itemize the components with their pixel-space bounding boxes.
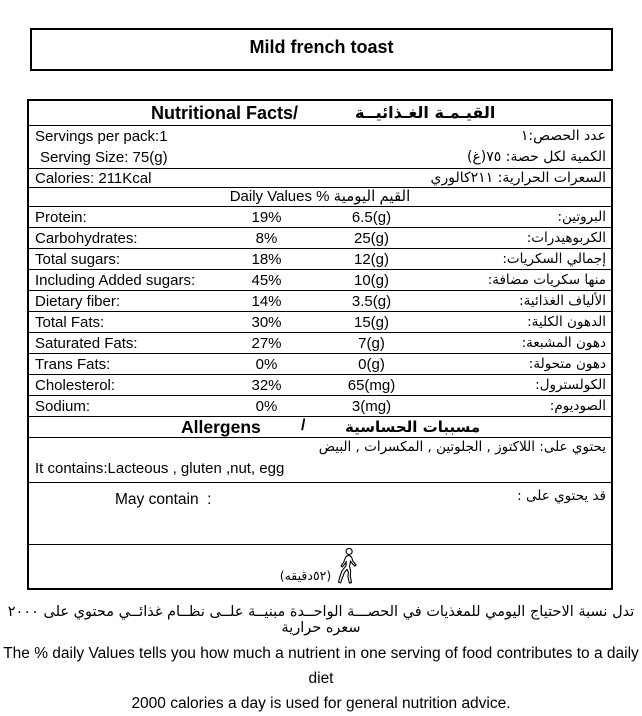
table-row-protein bbox=[29, 207, 611, 228]
nutrient-daily-value: 27% bbox=[251, 334, 282, 352]
calories-ar: السعرات الحرارية: ٢١١كالوري bbox=[430, 170, 606, 186]
walking-person-icon bbox=[336, 547, 360, 586]
nutrient-label-ar: دهون المشبعة: bbox=[521, 335, 606, 351]
nutrient-label-ar: منها سكريات مضافة: bbox=[487, 272, 606, 288]
serving-info-row bbox=[29, 126, 611, 169]
nutrient-label-ar: الكولسترول: bbox=[535, 377, 606, 393]
table-row-saturated-fats bbox=[29, 333, 611, 354]
may-contain-text-en: May contain : bbox=[115, 491, 212, 508]
nutrient-daily-value: 18% bbox=[251, 250, 282, 268]
nutrient-label-ar: الألياف الغذائية: bbox=[519, 293, 606, 309]
nutrient-amount: 25(g) bbox=[353, 229, 390, 247]
product-title: Mild french toast bbox=[249, 37, 394, 57]
nutrient-amount: 65(mg) bbox=[347, 376, 396, 394]
serving-size-en: Serving Size: 75(g) bbox=[40, 149, 168, 166]
serving-size-ar: الكمية لكل حصة: ٧٥(غ) bbox=[466, 149, 606, 165]
nutrient-label-en: Saturated Fats: bbox=[35, 334, 138, 352]
servings-per-pack-en: Servings per pack:1 bbox=[35, 128, 168, 145]
allergens-title-en: Allergens bbox=[181, 417, 261, 437]
nutrient-amount: 6.5(g) bbox=[351, 208, 392, 226]
table-row-trans-fats bbox=[29, 354, 611, 375]
daily-values-header-row bbox=[29, 188, 611, 207]
walking-duration-text: (٥٢دقيقه) bbox=[279, 568, 332, 583]
nutrient-label-ar: الصوديوم: bbox=[549, 398, 606, 414]
nutrient-amount: 15(g) bbox=[353, 313, 390, 331]
contains-text-en: It contains:Lacteous , gluten ,nut, egg bbox=[35, 460, 285, 477]
nutrient-daily-value: 14% bbox=[251, 292, 282, 310]
nutrient-label-en: Carbohydrates: bbox=[35, 229, 138, 247]
table-row-dietary-fiber bbox=[29, 291, 611, 312]
nutrient-label-en: Trans Fats: bbox=[35, 355, 111, 373]
nutrition-facts-table bbox=[27, 99, 613, 590]
footer-notes bbox=[0, 604, 642, 716]
table-row-sodium bbox=[29, 396, 611, 417]
nutrient-daily-value: 30% bbox=[251, 313, 282, 331]
nutrient-label-ar: البروتين: bbox=[557, 209, 606, 225]
table-row-carbohydrates bbox=[29, 228, 611, 249]
nutritional-facts-title-ar: القيـمـة الغـذائيــة bbox=[355, 103, 496, 122]
table-row-total-fats bbox=[29, 312, 611, 333]
nutrient-label-ar: إجمالي السكريات: bbox=[502, 251, 606, 267]
activity-equivalence-row bbox=[29, 545, 611, 588]
nutrient-daily-value: 32% bbox=[251, 376, 282, 394]
servings-per-pack-ar: عدد الحصص:١ bbox=[520, 128, 606, 144]
nutrient-daily-value: 0% bbox=[255, 397, 278, 415]
nutrient-amount: 10(g) bbox=[353, 271, 390, 289]
nutrient-label-ar: الدهون الكلية: bbox=[527, 314, 606, 330]
daily-value-note-ar: تدل نسبة الاحتياج اليومي للمغذيات في الحصـــة الواحــدة مبنيــة علــى نظــام غذائــي محتوي على ٢٠٠٠ سعره حرارية bbox=[7, 604, 635, 636]
allergens-title-ar: مسببات الحساسية bbox=[345, 418, 481, 436]
nutrient-label-en: Cholesterol: bbox=[35, 376, 116, 394]
may-contain-row bbox=[29, 483, 611, 545]
nutrient-daily-value: 45% bbox=[251, 271, 282, 289]
nutrient-daily-value: 19% bbox=[251, 208, 282, 226]
nutrient-label-en: Protein: bbox=[35, 208, 87, 226]
nutrient-daily-value: 8% bbox=[255, 229, 278, 247]
nutrient-amount: 3.5(g) bbox=[351, 292, 392, 310]
allergens-separator: / bbox=[301, 417, 306, 434]
nutrient-amount: 3(mg) bbox=[351, 397, 392, 415]
allergens-header-row bbox=[29, 417, 611, 438]
serving-info-ar bbox=[320, 126, 611, 168]
nutrient-label-ar: الكربوهيدرات: bbox=[526, 230, 606, 246]
nutrient-daily-value: 0% bbox=[255, 355, 278, 373]
table-header-row bbox=[29, 101, 611, 126]
nutrient-amount: 7(g) bbox=[358, 334, 385, 352]
nutrient-label-en: Sodium: bbox=[35, 397, 91, 415]
nutrient-label-en: Total sugars: bbox=[35, 250, 121, 268]
nutrient-label-en: Total Fats: bbox=[35, 313, 105, 331]
daily-value-note-en-line1: The % daily Values tells you how much a nutrient in one serving of food contributes to a daily diet bbox=[3, 645, 639, 687]
nutrient-amount: 12(g) bbox=[353, 250, 390, 268]
daily-value-note-en-line2: 2000 calories a day is used for general nutrition advice. bbox=[131, 695, 511, 712]
daily-values-header: Daily Values % القيم اليومية bbox=[229, 188, 411, 205]
nutrient-label-en: Dietary fiber: bbox=[35, 292, 121, 310]
nutritional-facts-title-en: Nutritional Facts/ bbox=[151, 103, 299, 123]
calories-en: Calories: 211Kcal bbox=[35, 169, 152, 187]
table-row-cholesterol bbox=[29, 375, 611, 396]
nutrient-label-ar: دهون متحولة: bbox=[528, 356, 606, 372]
serving-info-en bbox=[29, 126, 320, 168]
table-row-added-sugars bbox=[29, 270, 611, 291]
contains-row bbox=[29, 438, 611, 483]
contains-text-ar: يحتوي على: اللاكتوز , الجلوتين , المكسرات , البيض bbox=[318, 439, 606, 455]
table-row-total-sugars bbox=[29, 249, 611, 270]
nutrient-label-en: Including Added sugars: bbox=[35, 271, 196, 289]
may-contain-text-ar: قد يحتوي على : bbox=[517, 488, 606, 504]
calories-row bbox=[29, 169, 611, 188]
product-title-box bbox=[30, 28, 613, 71]
nutrient-amount: 0(g) bbox=[358, 355, 385, 373]
